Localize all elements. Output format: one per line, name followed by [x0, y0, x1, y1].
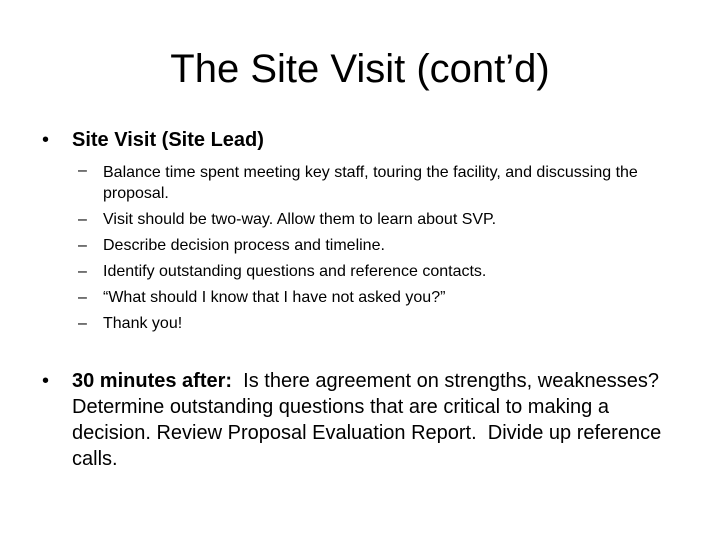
sub-bullet-item	[78, 160, 678, 207]
sub-bullet-item	[78, 233, 678, 259]
sub-bullet-item	[78, 259, 678, 285]
bullet-lead-text: 30 minutes after:	[72, 370, 233, 392]
dash-marker: –	[78, 237, 87, 254]
bullet-marker: •	[42, 370, 50, 392]
bullet-body	[72, 368, 692, 472]
dash-marker: –	[78, 263, 87, 280]
dash-marker: –	[78, 315, 87, 332]
sub-bullet-item	[78, 285, 678, 311]
dash-marker: –	[78, 289, 87, 306]
sub-bullet-text: “What should I know that I have not asked you?”	[103, 289, 446, 306]
sub-bullet-text: Identify outstanding questions and reference contacts.	[103, 263, 487, 280]
bullet-text: Site Visit (Site Lead)	[72, 129, 264, 151]
dash-marker: –	[78, 211, 87, 228]
dash-marker: –	[78, 162, 87, 179]
sub-bullet-text: Thank you!	[103, 315, 183, 332]
bullet-30-minutes-after	[42, 368, 692, 472]
slide-title: The Site Visit (cont’d)	[170, 47, 550, 91]
sub-bullet-item	[78, 207, 678, 233]
bullet-text: Is there agreement on strengths, weaknesses? Determine outstanding questions that are critical to making a decision. Review Proposal Evaluation Report. Divide up reference calls.	[72, 370, 671, 470]
sub-bullet-text: Balance time spent meeting key staff, touring the facility, and discussing the proposal.	[103, 164, 638, 202]
sub-bullet-item	[78, 311, 678, 337]
bullet-marker: •	[42, 129, 50, 151]
sub-bullet-list	[78, 160, 678, 337]
sub-bullet-text: Visit should be two-way. Allow them to learn about SVP.	[103, 211, 497, 228]
sub-bullet-text: Describe decision process and timeline.	[103, 237, 385, 254]
